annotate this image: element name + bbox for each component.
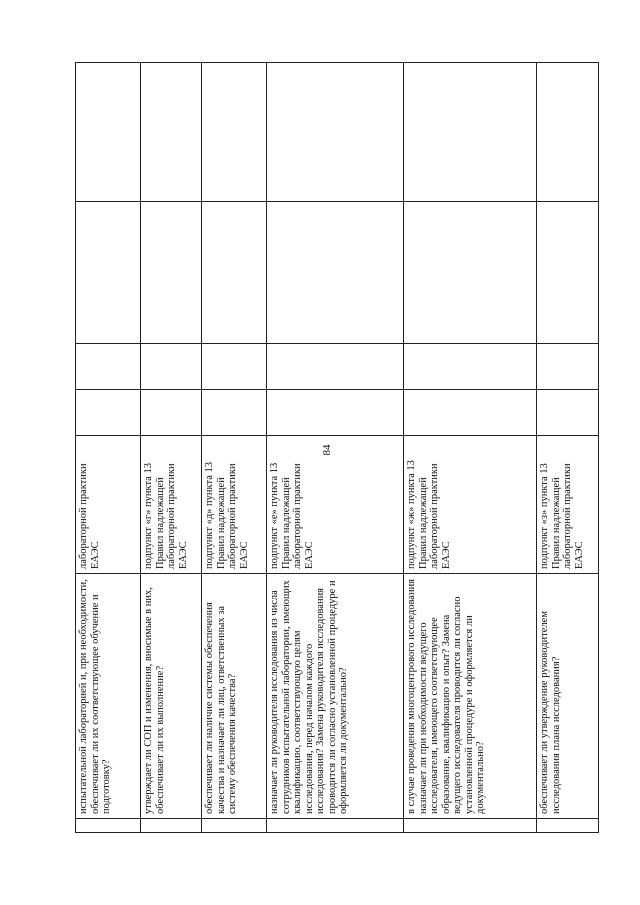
reference-cell: подпункт «д» пункта 13 Правил надлежащей лабораторной практики ЕАЭС — [202, 436, 267, 574]
rotated-table-wrapper — [75, 63, 585, 833]
question-cell: утверждает ли СОП и изменения, вносимые в них, обеспечивает ли их выполнение? — [141, 574, 202, 819]
note-cell — [537, 63, 599, 202]
reference-cell: лабораторной практики ЕАЭС — [76, 436, 141, 574]
yes-cell — [404, 390, 537, 436]
reference-cell: подпункт «е» пункта 13 Правил надлежащей лабораторной практики ЕАЭС — [267, 436, 404, 574]
no-cell — [76, 344, 141, 390]
reference-cell: подпункт «ж» пункта 13 Правил надлежащей лабораторной практики ЕАЭС — [404, 436, 537, 574]
table-row — [202, 63, 267, 833]
reference-cell: подпункт «з» пункта 13 Правил надлежащей лабораторной практики ЕАЭС — [537, 436, 599, 574]
row-number-cell — [202, 819, 267, 833]
not-applicable-cell — [267, 202, 404, 344]
checklist-table — [75, 62, 599, 833]
question-cell: обеспечивает ли наличие системы обеспечения качества и назначает ли лиц, ответственных за систему обеспечения качества? — [202, 574, 267, 819]
not-applicable-cell — [141, 202, 202, 344]
note-cell — [404, 63, 537, 202]
no-cell — [141, 344, 202, 390]
row-number-cell — [141, 819, 202, 833]
question-cell: в случае проведения многоцентрового исследования назначает ли при необходимости ведущего исследователя, имеющего соответствующее образование, квалификацию и опыт? Замена ведущего исследователя проводится ли согласно установленной процедуре и оформляется ли документально? — [404, 574, 537, 819]
not-applicable-cell — [537, 202, 599, 344]
row-number-cell — [537, 819, 599, 833]
note-cell — [267, 63, 404, 202]
question-cell: назначает ли руководителя исследования из числа сотрудников испытательной лаборатории, имеющих квалификацию, соответствующую целям исследования, перед началом каждого исследования? Замена руководителя исследования проводится ли согласно установленной процедуре и оформляется ли документально? — [267, 574, 404, 819]
not-applicable-cell — [76, 202, 141, 344]
row-number-cell — [76, 819, 141, 833]
yes-cell — [202, 390, 267, 436]
row-number-cell — [267, 819, 404, 833]
not-applicable-cell — [202, 202, 267, 344]
not-applicable-cell — [404, 202, 537, 344]
no-cell — [537, 344, 599, 390]
no-cell — [267, 344, 404, 390]
yes-cell — [76, 390, 141, 436]
table-row — [76, 63, 141, 833]
table-row — [537, 63, 599, 833]
reference-cell: подпункт «г» пункта 13 Правил надлежащей лабораторной практики ЕАЭС — [141, 436, 202, 574]
table-row — [404, 63, 537, 833]
table-row — [267, 63, 404, 833]
question-cell: обеспечивает ли утверждение руководителем исследования плана исследования? — [537, 574, 599, 819]
yes-cell — [267, 390, 404, 436]
page-number: 84 — [321, 444, 333, 456]
row-number-cell — [404, 819, 537, 833]
note-cell — [202, 63, 267, 202]
note-cell — [76, 63, 141, 202]
yes-cell — [537, 390, 599, 436]
table-row — [141, 63, 202, 833]
note-cell — [141, 63, 202, 202]
question-cell: испытательной лабораторией и, при необходимости, обеспечивает ли их соответствующее обучение и подготовку? — [76, 574, 141, 819]
yes-cell — [141, 390, 202, 436]
no-cell — [404, 344, 537, 390]
no-cell — [202, 344, 267, 390]
